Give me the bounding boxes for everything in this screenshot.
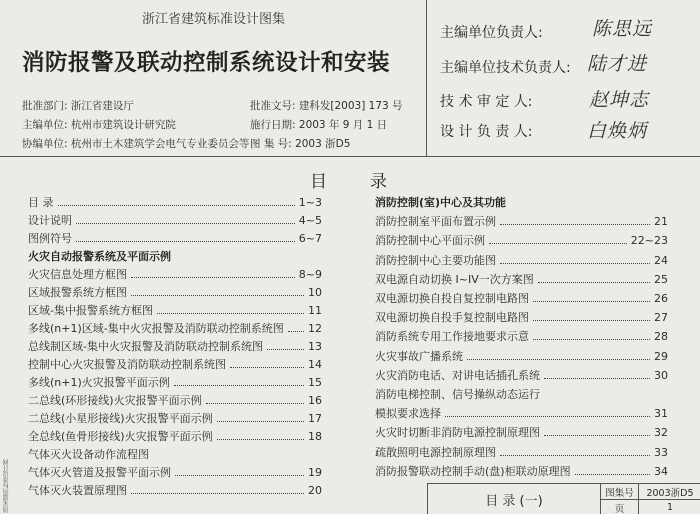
- toc-entry[interactable]: [375, 405, 668, 421]
- toc-page-number: 15: [308, 376, 322, 389]
- toc-page-number: 12: [308, 322, 322, 335]
- dot-leader: [206, 403, 304, 404]
- toc-section-heading: 火灾自动报警系统及平面示例: [28, 250, 171, 263]
- dot-leader: [175, 475, 304, 476]
- toc-page-number: 29: [654, 349, 668, 363]
- toc-entry[interactable]: [28, 392, 322, 408]
- toc-entry-title: 总线制区域-集中火灾报警及消防联动控制系统图: [28, 340, 263, 353]
- toc-entry-title: 气体灭火管道及报警平面示例: [28, 466, 171, 479]
- editor-label: 主编单位:: [22, 119, 68, 131]
- dot-leader: [544, 378, 650, 379]
- toc-entry-title: 区域-集中报警系统方框图: [28, 304, 153, 317]
- toc-entry-title: 控制中心火灾报警及消防联动控制系统图: [28, 358, 226, 371]
- toc-page-number: 4~5: [298, 214, 322, 227]
- toc-entry[interactable]: [375, 367, 668, 383]
- atlas-no-label: 图 集 号:: [250, 138, 292, 150]
- dot-leader: [544, 435, 650, 436]
- toc-page-number: 20: [308, 484, 322, 497]
- resp-row-2: 主编单位技术负责人:: [440, 60, 571, 76]
- toc-entry-title: 气体灭火装置原理图: [28, 484, 127, 497]
- dot-leader: [575, 474, 650, 475]
- signature-3: 赵坤志: [589, 89, 650, 111]
- toc-entry[interactable]: [375, 309, 668, 325]
- toc-entry-title: 消防控制中心平面示例: [375, 234, 485, 248]
- toc-page-number: 11: [308, 304, 322, 317]
- toc-entry-title: 火灾时切断非消防电源控制原理图: [375, 426, 540, 440]
- atlas-info-block: [0, 0, 427, 157]
- toc-entry-title: 消防电梯控制、信号操纵动态运行: [375, 388, 540, 401]
- toc-entry-title: 火灾信息处理方框图: [28, 268, 127, 281]
- toc-entry[interactable]: [28, 302, 322, 318]
- dot-leader: [467, 359, 650, 360]
- toc-heading-left: 目: [310, 172, 327, 192]
- toc-entry[interactable]: [28, 482, 322, 498]
- dot-leader: [157, 313, 304, 314]
- title-block: [427, 483, 700, 514]
- toc-entry[interactable]: [375, 424, 668, 440]
- toc-page-number: 24: [654, 253, 668, 267]
- toc-entry-title: 图例符号: [28, 232, 72, 245]
- toc-entry-title: 二总线(环形接线)火灾报警平面示例: [28, 394, 202, 407]
- toc-entry-title: 火灾事故广播系统: [375, 349, 463, 363]
- toc-entry-title: 疏散照明电源控制原理图: [375, 445, 496, 459]
- toc-entry[interactable]: [375, 348, 668, 364]
- resp-row-1: 主编单位负责人:: [440, 25, 543, 41]
- series-title: 浙江省建筑标准设计图集: [141, 12, 285, 27]
- toc-entry-title: 消防控制中心主要功能图: [375, 253, 496, 267]
- atlas-no-line: [250, 136, 350, 151]
- toc-entry-title: 双电源切换自投自复控制电路图: [375, 292, 529, 305]
- toc-page-number: 6~7: [298, 232, 322, 245]
- responsible-persons-block: [427, 0, 700, 157]
- toc-entry[interactable]: [28, 194, 322, 210]
- toc-entry-title: 二总线(小星形接线)火灾报警平面示例: [28, 412, 213, 425]
- approver-value: 浙江省建设厅: [70, 100, 134, 112]
- dot-leader: [489, 243, 627, 244]
- editor-line: [22, 117, 176, 132]
- exec-date-value: 2003 年 9 月 1 日: [298, 119, 388, 131]
- toc-entry[interactable]: [375, 252, 668, 268]
- dot-leader: [174, 385, 304, 386]
- approver-label: 批准部门:: [22, 100, 68, 112]
- approval-no-line: [250, 98, 403, 113]
- toc-entry[interactable]: [375, 271, 668, 287]
- toc-entry[interactable]: [375, 232, 668, 248]
- toc-entry[interactable]: [28, 212, 322, 228]
- atlas-no-value: 2003 浙D5: [295, 138, 351, 150]
- atlas-no-cell: 2003浙D5: [639, 484, 700, 500]
- approval-no-value: 建科发[2003] 173 号: [298, 100, 403, 112]
- dot-leader: [500, 455, 650, 456]
- toc-page-number: 19: [308, 466, 322, 479]
- dot-leader: [533, 339, 650, 340]
- toc-entry-title: 双电源切换自投手复控制电路图: [375, 311, 529, 325]
- toc-entry-title: 消防报警联动控制手动(盘)柜联动原理图: [375, 464, 571, 478]
- toc-page-number: 22~23: [630, 234, 668, 248]
- toc-page-number: 18: [308, 430, 322, 443]
- toc-entry[interactable]: [28, 320, 322, 336]
- dot-leader: [217, 421, 304, 422]
- toc-page-number: 10: [308, 286, 322, 299]
- dot-leader: [288, 331, 304, 332]
- toc-entry[interactable]: [375, 328, 668, 344]
- toc-entry[interactable]: [28, 266, 322, 282]
- dot-leader: [500, 263, 650, 264]
- approval-no-label: 批准文号:: [250, 100, 296, 112]
- spine-watermark: 国家建筑标准设计网: [3, 459, 10, 513]
- page-label-cell: 页: [601, 500, 639, 514]
- toc-page-number: 21: [654, 215, 668, 229]
- dot-leader: [76, 223, 295, 224]
- toc-entry[interactable]: [28, 230, 322, 246]
- toc-entry[interactable]: [28, 284, 322, 300]
- toc-page-number: 25: [654, 272, 668, 286]
- coop-label: 协编单位:: [22, 138, 68, 150]
- toc-entry[interactable]: [375, 213, 668, 229]
- atlas-no-label-cell: 图集号: [601, 484, 639, 500]
- dot-leader: [533, 320, 650, 321]
- toc-entry-title: 设计说明: [28, 214, 72, 227]
- toc-entry-title: 双电源自动切换 I~IV一次方案图: [375, 272, 534, 286]
- toc-entry[interactable]: [375, 444, 668, 460]
- dot-leader: [500, 224, 650, 225]
- sheet-title: 目 录 (一): [428, 484, 601, 514]
- toc-page-number: 14: [308, 358, 322, 371]
- toc-page-number: 1~3: [298, 196, 322, 209]
- atlas-main-title: 消防报警及联动控制系统设计和安装: [22, 50, 391, 76]
- coop-value: 杭州市土木建筑学会电气专业委员会等: [70, 138, 250, 150]
- toc-page-number: 8~9: [298, 268, 322, 281]
- toc-page-number: 26: [654, 292, 668, 305]
- toc-entry[interactable]: [28, 428, 322, 444]
- toc-entry-title: 火灾消防电话、对讲电话插孔系统: [375, 368, 540, 382]
- toc-page-number: 31: [654, 407, 668, 421]
- dot-leader: [267, 349, 304, 350]
- toc-page-number: 27: [654, 311, 668, 325]
- toc-page-number: 13: [308, 340, 322, 353]
- coop-line: [22, 136, 249, 151]
- toc-entry-title: 消防系统专用工作接地要求示意: [375, 330, 529, 344]
- dot-leader: [445, 416, 650, 417]
- toc-entry[interactable]: [28, 446, 149, 462]
- approver-line: [22, 98, 134, 113]
- toc-page-number: 16: [308, 394, 322, 407]
- dot-leader: [538, 282, 650, 283]
- toc-entry-title: 多线(n+1)区域-集中火灾报警及消防联动控制系统图: [28, 322, 284, 335]
- toc-entry[interactable]: [28, 374, 322, 390]
- toc-entry[interactable]: [28, 338, 322, 354]
- toc-entry[interactable]: [28, 410, 322, 426]
- toc-page-number: 33: [654, 445, 668, 459]
- toc-entry-title: 目 录: [28, 196, 54, 209]
- toc-entry-title: 区域报警系统方框图: [28, 286, 127, 299]
- toc-section-heading: 消防控制(室)中心及其功能: [375, 196, 507, 209]
- resp-row-4: 设 计 负 责 人:: [440, 124, 533, 140]
- editor-value: 杭州市建筑设计研究院: [70, 119, 176, 131]
- exec-date-label: 施行日期:: [250, 119, 296, 131]
- toc-page-number: 30: [654, 368, 668, 382]
- dot-leader: [131, 493, 304, 494]
- exec-date-line: [250, 117, 387, 132]
- toc-heading-right: 录: [370, 172, 387, 192]
- toc-page-number: 17: [308, 412, 322, 425]
- resp-row-3: 技 术 审 定 人:: [440, 94, 533, 110]
- signature-1: 陈思远: [592, 18, 653, 40]
- toc-entry[interactable]: [28, 464, 322, 480]
- toc-entry[interactable]: [375, 463, 668, 479]
- sheet-header: [0, 0, 700, 157]
- dot-leader: [76, 241, 295, 242]
- toc-entry[interactable]: [375, 290, 668, 306]
- dot-leader: [230, 367, 304, 368]
- toc-entry-title: 多线(n+1)火灾报警平面示例: [28, 376, 170, 389]
- toc-entry-title: 气体灭火设备动作流程图: [28, 448, 149, 461]
- toc-entry-title: 全总线(鱼骨形接线)火灾报警平面示例: [28, 430, 213, 443]
- toc-entry-title: 消防控制室平面布置示例: [375, 215, 496, 229]
- signature-4: 白焕炳: [587, 120, 648, 142]
- dot-leader: [533, 301, 650, 302]
- page-no-cell: 1: [666, 502, 674, 513]
- toc-page-number: 34: [654, 464, 668, 478]
- toc-page-number: 32: [654, 426, 668, 440]
- dot-leader: [217, 439, 304, 440]
- toc-entry-title: 模拟要求选择: [375, 407, 441, 421]
- signature-2: 陆才进: [587, 53, 648, 75]
- toc-page-number: 28: [654, 330, 668, 344]
- toc-entry[interactable]: [375, 386, 540, 402]
- dot-leader: [58, 205, 295, 206]
- dot-leader: [131, 277, 295, 278]
- dot-leader: [131, 295, 304, 296]
- toc-entry[interactable]: [28, 356, 322, 372]
